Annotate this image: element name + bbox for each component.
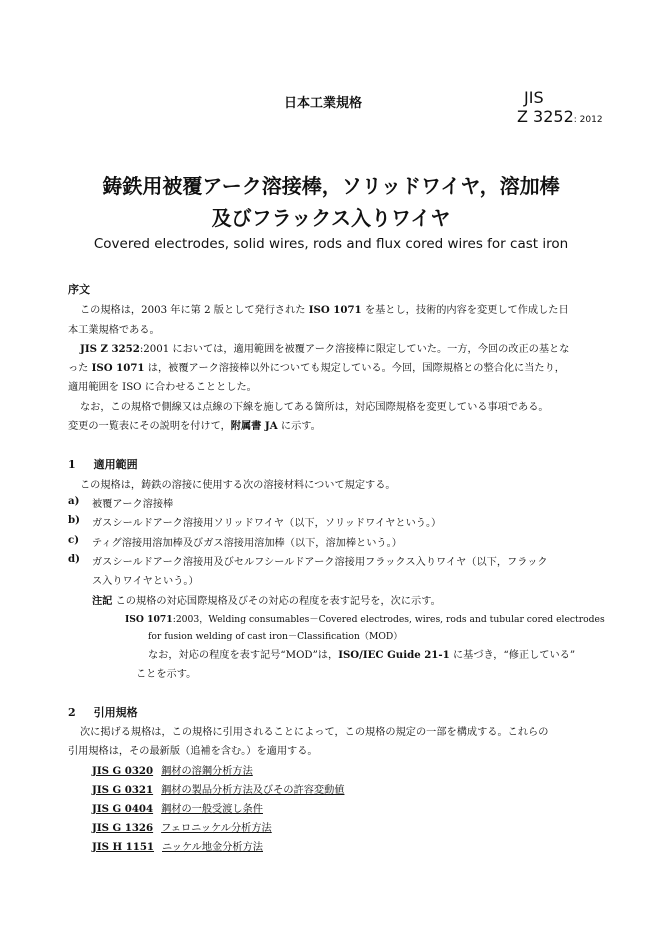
degree-line2: ことを示す。 bbox=[136, 669, 197, 680]
item-a-label: a) bbox=[68, 495, 80, 507]
ref-title: ニッケル地金分析方法 bbox=[162, 842, 263, 853]
item-b-label: b) bbox=[68, 514, 80, 526]
note-text: この規格の対応国際規格及びその対応の程度を表す記号を，次に示す。 bbox=[115, 596, 441, 607]
preface-p1-b: を基とし，技術的内容を変更して作成した日 bbox=[364, 305, 569, 316]
title-ja-line2: 及びフラックス入りワイヤ bbox=[211, 206, 451, 230]
ref-code: JIS G 0320 bbox=[92, 765, 154, 777]
preface-p1-a: この規格は，2003 年に第 2 版として発行された bbox=[80, 305, 306, 316]
normative-ref[interactable] bbox=[92, 800, 263, 815]
preface-p2-b1: った bbox=[68, 363, 89, 374]
ref-title: 鋼材の製品分析方法及びその許容変動値 bbox=[161, 785, 345, 796]
preface-heading: 序文 bbox=[68, 283, 90, 296]
preface-p2-line2 bbox=[68, 359, 565, 374]
normative-ref[interactable] bbox=[92, 819, 272, 834]
ref-code: JIS G 0404 bbox=[92, 803, 154, 815]
ref-code: JIS G 0321 bbox=[92, 784, 154, 796]
note-label: 注記 bbox=[92, 595, 113, 607]
ref-title: 鋼材の溶鋼分析方法 bbox=[161, 766, 253, 777]
degree-guide: ISO/IEC Guide 21-1 bbox=[338, 649, 450, 661]
degree-line1 bbox=[148, 646, 575, 661]
degree-a: なお，対応の程度を表す記号“MOD”は， bbox=[148, 650, 339, 661]
standard-number-code: Z 3252 bbox=[517, 107, 574, 126]
normative-ref[interactable] bbox=[92, 781, 344, 796]
item-d-cont: ス入りワイヤという。） bbox=[92, 576, 199, 587]
title-ja-line1: 鋳鉄用被覆アーク溶接棒，ソリッドワイヤ，溶加棒 bbox=[102, 174, 560, 198]
jis-label: JIS bbox=[524, 88, 544, 107]
standard-year: : 2012 bbox=[573, 115, 603, 125]
item-d-text: ガスシールドアーク溶接用及びセルフシールドアーク溶接用フラックス入りワイヤ（以下，フラック bbox=[92, 557, 548, 568]
preface-p2-line3: 適用範囲を ISO に合わせることとした。 bbox=[68, 382, 257, 393]
standard-number bbox=[517, 107, 603, 126]
preface-p2-line1 bbox=[80, 340, 569, 355]
item-d-label: d) bbox=[68, 553, 80, 565]
preface-p2-iso: ISO 1071 bbox=[91, 362, 145, 374]
degree-b: に基づき，“修正している” bbox=[452, 650, 576, 661]
preface-p3-annex: 附属書 JA bbox=[230, 420, 278, 432]
ref-code: JIS H 1151 bbox=[92, 841, 155, 853]
title-en: Covered electrodes, solid wires, rods and flux cored wires for cast iron bbox=[93, 236, 569, 252]
section1-intro: この規格は，鋳鉄の溶接に使用する次の溶接材料について規定する。 bbox=[80, 480, 396, 491]
note bbox=[92, 592, 441, 607]
section1-number: 1 bbox=[68, 458, 76, 471]
preface-p3-a: 変更の一覧表にその説明を付けて， bbox=[68, 421, 231, 432]
iso-ref-code: ISO 1071 bbox=[125, 614, 173, 625]
iso-ref-title1: :2003，Welding consumables－Covered electrodes, wires, rods and tubular cored electrodes bbox=[172, 614, 605, 625]
iso-ref-line1 bbox=[125, 611, 605, 625]
ref-title: フェロニッケル分析方法 bbox=[161, 823, 272, 834]
normative-ref[interactable] bbox=[92, 762, 253, 777]
preface-p3-line2 bbox=[68, 417, 321, 432]
preface-p1-iso: ISO 1071 bbox=[308, 304, 362, 316]
preface-p2-a: :2001 においては，適用範囲を被覆アーク溶接棒に限定していた。一方，今回の改正の基とな bbox=[139, 344, 570, 355]
section2-intro-line2: 引用規格は，その最新版（追補を含む。）を適用する。 bbox=[68, 746, 318, 757]
ref-code: JIS G 1326 bbox=[92, 822, 154, 834]
section1-title: 適用範囲 bbox=[93, 458, 138, 471]
standard-name: 日本工業規格 bbox=[284, 96, 363, 111]
preface-p2-b2: は，被覆アーク溶接棒以外についても規定している。今回，国際規格との整合化に当たり， bbox=[147, 363, 565, 374]
preface-p2-jis: JIS Z 3252 bbox=[80, 343, 140, 355]
section2-intro-line1: 次に掲げる規格は，この規格に引用されることによって，この規格の規定の一部を構成する。これらの bbox=[80, 727, 549, 738]
section2-title: 引用規格 bbox=[93, 706, 138, 719]
ref-title: 鋼材の一般受渡し条件 bbox=[161, 804, 263, 815]
section1-heading bbox=[68, 456, 138, 472]
preface-p3-line1: なお，この規格で側線又は点線の下線を施してある箇所は，対応国際規格を変更している事項である。 bbox=[80, 402, 549, 413]
iso-ref-line2: for fusion welding of cast iron－Classification（MOD） bbox=[148, 631, 403, 642]
item-c-text: ティグ溶接用溶加棒及びガス溶接用溶加棒（以下，溶加棒という。） bbox=[92, 538, 402, 549]
preface-p1-line2: 本工業規格である。 bbox=[68, 325, 160, 336]
item-a-text: 被覆アーク溶接棒 bbox=[92, 499, 174, 510]
preface-p1-line1 bbox=[80, 301, 569, 316]
section2-heading bbox=[68, 704, 138, 720]
section2-number: 2 bbox=[68, 706, 76, 719]
item-c-label: c) bbox=[68, 534, 80, 546]
normative-ref[interactable] bbox=[92, 838, 263, 853]
item-b-text: ガスシールドアーク溶接用ソリッドワイヤ（以下，ソリッドワイヤという。） bbox=[92, 518, 442, 529]
preface-p3-b: に示す。 bbox=[280, 421, 321, 432]
